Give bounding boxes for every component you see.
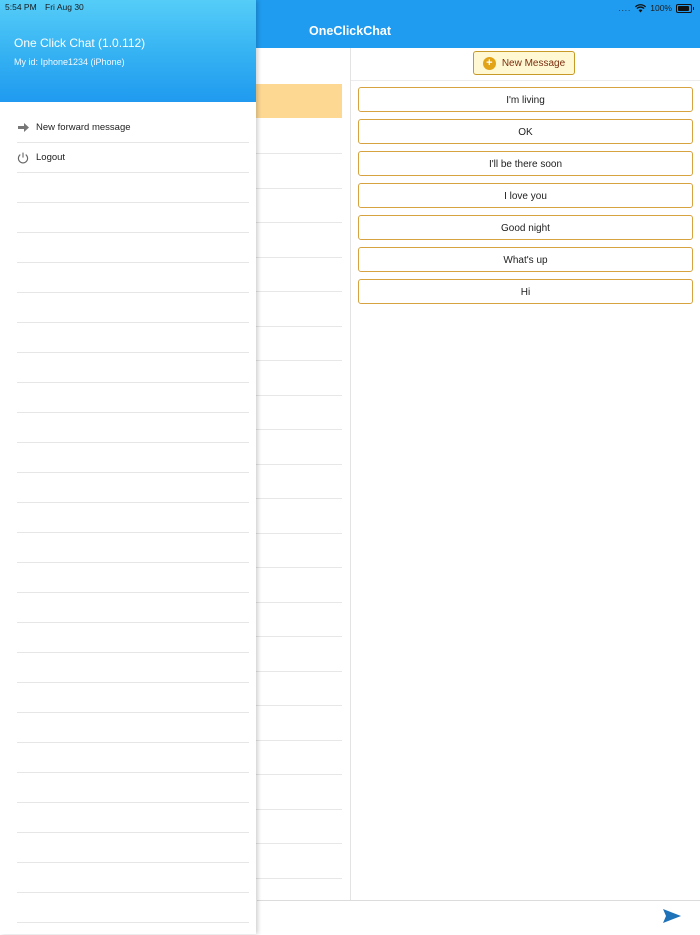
new-message-button[interactable] (473, 51, 575, 75)
add-circle-icon: + (483, 57, 496, 70)
quick-message-button[interactable]: I'm living (358, 87, 693, 112)
list-item (17, 173, 249, 203)
menu-item-label: New forward message (36, 122, 131, 133)
quick-message-button[interactable]: I'll be there soon (358, 151, 693, 176)
list-item (17, 773, 249, 803)
list-item (17, 653, 249, 683)
status-date: Fri Aug 30 (45, 2, 84, 12)
message-input-bar[interactable] (257, 900, 700, 935)
quick-message-button[interactable]: I love you (358, 183, 693, 208)
app-title: OneClickChat (309, 24, 391, 38)
drawer-user-id: My id: Iphone1234 (iPhone) (14, 57, 125, 67)
quick-message-button[interactable]: OK (358, 119, 693, 144)
power-icon (17, 152, 29, 164)
arrow-right-icon (17, 122, 29, 134)
list-item (17, 383, 249, 413)
list-item (17, 473, 249, 503)
quick-message-button[interactable]: Hi (358, 279, 693, 304)
list-item (17, 713, 249, 743)
drawer-app-version-title: One Click Chat (1.0.112) (14, 36, 146, 50)
list-item (17, 623, 249, 653)
list-item (17, 353, 249, 383)
list-item (17, 863, 249, 893)
list-item (17, 683, 249, 713)
list-item (17, 743, 249, 773)
status-time: 5:54 PM (5, 2, 37, 12)
menu-item-logout[interactable] (17, 143, 249, 173)
drawer-header (0, 0, 256, 102)
drawer-empty-rows (17, 173, 249, 923)
new-message-label: New Message (501, 57, 566, 69)
battery-percent: 100% (650, 3, 672, 13)
list-item (17, 323, 249, 353)
wifi-icon (635, 4, 646, 13)
battery-icon (676, 4, 692, 13)
divider (351, 80, 700, 81)
list-item (17, 893, 249, 923)
status-bar-left (5, 2, 90, 12)
list-item (17, 833, 249, 863)
menu-item-new-forward-message[interactable] (17, 113, 249, 143)
side-drawer (0, 0, 256, 934)
drawer-menu (17, 113, 249, 173)
list-item (17, 593, 249, 623)
message-detail-pane (351, 48, 700, 900)
signal-indicator: .... (618, 3, 632, 13)
list-item (17, 443, 249, 473)
list-item (17, 803, 249, 833)
list-item (17, 533, 249, 563)
quick-message-list (358, 87, 693, 311)
status-bar-right (618, 2, 692, 14)
menu-item-label: Logout (36, 152, 66, 163)
list-item (17, 503, 249, 533)
send-icon[interactable] (662, 908, 682, 929)
list-item (17, 293, 249, 323)
list-item (17, 233, 249, 263)
list-item (17, 203, 249, 233)
quick-message-button[interactable]: Good night (358, 215, 693, 240)
list-item (17, 563, 249, 593)
list-item (17, 413, 249, 443)
list-item (17, 263, 249, 293)
quick-message-button[interactable]: What's up (358, 247, 693, 272)
